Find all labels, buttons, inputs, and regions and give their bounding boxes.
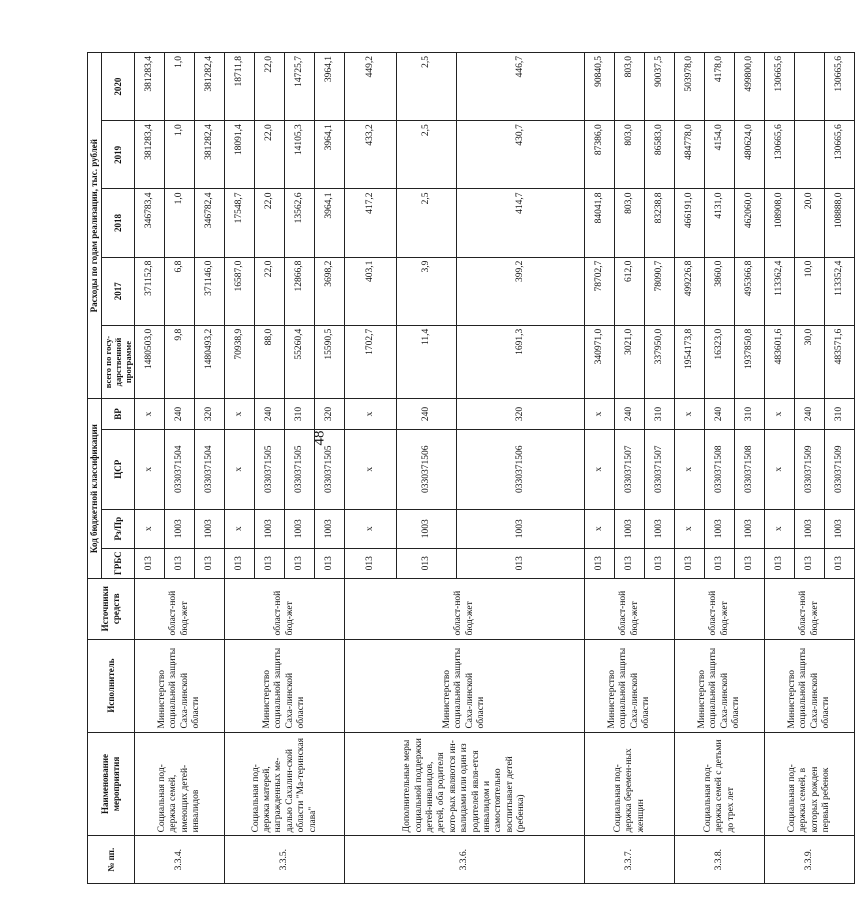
vr-code: 240 (165, 399, 195, 429)
value-2017: 12866,8 (285, 257, 315, 325)
total-value: 15590,5 (315, 325, 345, 399)
executor: Министерство социальной защиты Саха-линской области (345, 639, 585, 732)
grbs-code: 013 (765, 548, 795, 578)
grbs-code: 013 (795, 548, 825, 578)
grbs-code: 013 (825, 548, 855, 578)
value-2017: 499226,8 (675, 257, 705, 325)
value-2018: 13562,6 (285, 189, 315, 257)
measure-name: Социальная под-держка матерей, награжденных ме-далью Сахалин-ской области "Ма-теринская слава" (225, 732, 345, 836)
value-2019: 2,5 (397, 121, 457, 189)
rzpr-code: 1003 (195, 509, 225, 548)
value-2018: 83238,8 (645, 189, 675, 257)
vr-code: х (345, 399, 397, 429)
value-2020: 90840,5 (585, 53, 615, 121)
grbs-code: 013 (195, 548, 225, 578)
csr-code: 0330371508 (735, 429, 765, 509)
vr-code: 320 (315, 399, 345, 429)
vr-code: 240 (615, 399, 645, 429)
total-value: 88,0 (255, 325, 285, 399)
csr-code: х (765, 429, 795, 509)
vr-code: 240 (795, 399, 825, 429)
csr-code: 0330371506 (457, 429, 585, 509)
vr-code: 240 (397, 399, 457, 429)
grbs-code: 013 (165, 548, 195, 578)
value-2020: 2,5 (397, 53, 457, 121)
vr-code: 310 (645, 399, 675, 429)
value-2020 (795, 53, 825, 121)
total-value: 9,8 (165, 325, 195, 399)
measure-name: Социальная под-держка семей, имеющих детей-инвалидов (135, 732, 225, 836)
value-2020: 4178,0 (705, 53, 735, 121)
measure-name: Социальная под-держка семей, в которых рожден первый ребенок (765, 732, 855, 836)
value-2019: 381282,4 (195, 121, 225, 189)
header-budget-code: Код бюджетной классификации (88, 399, 102, 579)
value-2019: 18091,4 (225, 121, 255, 189)
value-2020: 130665,6 (825, 53, 855, 121)
header-rzpr: Рз/Пр (101, 509, 135, 548)
value-2018: 803,0 (615, 189, 645, 257)
value-2017: 3,9 (397, 257, 457, 325)
funding-source: област-ной бюд-жет (345, 578, 585, 639)
funding-source: област-ной бюд-жет (675, 578, 765, 639)
value-2018: 20,0 (795, 189, 825, 257)
value-2018: 108888,0 (825, 189, 855, 257)
value-2018: 22,0 (255, 189, 285, 257)
value-2018: 17548,7 (225, 189, 255, 257)
grbs-code: 013 (135, 548, 165, 578)
total-value: 1691,3 (457, 325, 585, 399)
total-value: 1702,7 (345, 325, 397, 399)
table-header (88, 53, 135, 884)
value-2018: 2,5 (397, 189, 457, 257)
value-2019: 1,0 (165, 121, 195, 189)
header-vr: ВР (101, 399, 135, 429)
total-value: 3021,0 (615, 325, 645, 399)
page-number: 48 (311, 430, 328, 446)
grbs-code: 013 (675, 548, 705, 578)
executor: Министерство социальной защиты Саха-линской области (765, 639, 855, 732)
vr-code: х (225, 399, 255, 429)
value-2017: 3698,2 (315, 257, 345, 325)
csr-code: х (345, 429, 397, 509)
table-row (675, 53, 705, 884)
value-2020: 130665,6 (765, 53, 795, 121)
header-num: № пп. (88, 836, 135, 884)
total-value: 30,0 (795, 325, 825, 399)
executor: Министерство социальной защиты Саха-линской области (225, 639, 345, 732)
csr-code: 0330371505 (285, 429, 315, 509)
value-2019: 130665,6 (825, 121, 855, 189)
value-2018: 3964,1 (315, 189, 345, 257)
header-executor: Исполнитель (88, 639, 135, 732)
csr-code: 0330371506 (397, 429, 457, 509)
total-value: 340971,0 (585, 325, 615, 399)
rzpr-code: 1003 (255, 509, 285, 548)
grbs-code: 013 (645, 548, 675, 578)
csr-code: 0330371505 (255, 429, 285, 509)
rzpr-code: х (765, 509, 795, 548)
rotated-table-container (87, 52, 845, 884)
value-2019: 14105,3 (285, 121, 315, 189)
value-2020: 381283,4 (135, 53, 165, 121)
grbs-code: 013 (735, 548, 765, 578)
total-value: 1937850,8 (735, 325, 765, 399)
grbs-code: 013 (345, 548, 397, 578)
header-source: Источники средств (88, 578, 135, 639)
total-value: 483571,6 (825, 325, 855, 399)
rzpr-code: 1003 (457, 509, 585, 548)
value-2019: 87386,0 (585, 121, 615, 189)
row-number: 3.3.6. (345, 836, 585, 884)
vr-code: х (765, 399, 795, 429)
value-2020: 449,2 (345, 53, 397, 121)
csr-code: х (585, 429, 615, 509)
grbs-code: 013 (315, 548, 345, 578)
header-expenses: Расходы по годам реализации, тыс. рублей (88, 53, 102, 399)
grbs-code: 013 (615, 548, 645, 578)
csr-code: 0330371505 (315, 429, 345, 509)
vr-code: 320 (195, 399, 225, 429)
value-2018: 4131,0 (705, 189, 735, 257)
value-2019: 22,0 (255, 121, 285, 189)
csr-code: 0330371508 (705, 429, 735, 509)
rzpr-code: х (135, 509, 165, 548)
rzpr-code: 1003 (315, 509, 345, 548)
value-2017: 6,8 (165, 257, 195, 325)
grbs-code: 013 (397, 548, 457, 578)
executor: Министерство социальной защиты Саха-линской области (675, 639, 765, 732)
value-2019: 381283,4 (135, 121, 165, 189)
measure-name: Социальная под-держка семей с детьми до трех лет (675, 732, 765, 836)
rzpr-code: 1003 (165, 509, 195, 548)
measure-name: Социальная под-держка беремен-ных женщин (585, 732, 675, 836)
total-value: 1480503,0 (135, 325, 165, 399)
value-2020: 22,0 (255, 53, 285, 121)
grbs-code: 013 (255, 548, 285, 578)
csr-code: 0330371507 (615, 429, 645, 509)
total-value: 483601,6 (765, 325, 795, 399)
vr-code: 240 (705, 399, 735, 429)
vr-code: х (135, 399, 165, 429)
rzpr-code: х (225, 509, 255, 548)
total-value: 337950,0 (645, 325, 675, 399)
value-2017: 10,0 (795, 257, 825, 325)
value-2018: 462060,0 (735, 189, 765, 257)
value-2020: 803,0 (615, 53, 645, 121)
funding-source: област-ной бюд-жет (135, 578, 225, 639)
rzpr-code: 1003 (705, 509, 735, 548)
header-csr: ЦСР (101, 429, 135, 509)
value-2019: 430,7 (457, 121, 585, 189)
value-2017: 16587,0 (225, 257, 255, 325)
value-2018: 414,7 (457, 189, 585, 257)
table-row (135, 53, 165, 884)
header-year-2020: 2020 (101, 53, 135, 121)
value-2017: 612,0 (615, 257, 645, 325)
header-total: всего по госу-дарственной программе (101, 325, 135, 399)
value-2018: 466191,0 (675, 189, 705, 257)
value-2020: 14725,7 (285, 53, 315, 121)
row-number: 3.3.9. (765, 836, 855, 884)
value-2017: 403,1 (345, 257, 397, 325)
value-2017: 78702,7 (585, 257, 615, 325)
grbs-code: 013 (585, 548, 615, 578)
grbs-code: 013 (225, 548, 255, 578)
total-value: 11,4 (397, 325, 457, 399)
header-year-2018: 2018 (101, 189, 135, 257)
value-2019: 3964,1 (315, 121, 345, 189)
csr-code: 0330371509 (825, 429, 855, 509)
table-row (765, 53, 795, 884)
value-2019: 433,2 (345, 121, 397, 189)
value-2018: 108908,0 (765, 189, 795, 257)
value-2017: 3860,0 (705, 257, 735, 325)
vr-code: 320 (457, 399, 585, 429)
csr-code: 0330371504 (165, 429, 195, 509)
value-2019 (795, 121, 825, 189)
rzpr-code: х (585, 509, 615, 548)
header-name: Наименование мероприятия (88, 732, 135, 836)
row-number: 3.3.4. (135, 836, 225, 884)
value-2018: 84041,8 (585, 189, 615, 257)
total-value: 70938,9 (225, 325, 255, 399)
total-value: 55260,4 (285, 325, 315, 399)
value-2020: 381282,4 (195, 53, 225, 121)
table-row (345, 53, 397, 884)
value-2017: 22,0 (255, 257, 285, 325)
csr-code: 0330371504 (195, 429, 225, 509)
vr-code: 310 (825, 399, 855, 429)
table-body (135, 53, 855, 884)
table-row (585, 53, 615, 884)
value-2019: 86583,0 (645, 121, 675, 189)
rzpr-code: 1003 (825, 509, 855, 548)
csr-code: х (135, 429, 165, 509)
value-2020: 446,7 (457, 53, 585, 121)
rzpr-code: 1003 (397, 509, 457, 548)
value-2017: 399,2 (457, 257, 585, 325)
measure-name: Дополнительные меры социальной поддержки детей-инвалидов, детей, оба родителя кото-рых являются ин-валидами или один из родителей явля-ется инвалидом и самостоятельно воспитывает детей (ребенка) (345, 732, 585, 836)
total-value: 16323,0 (705, 325, 735, 399)
total-value: 1480493,2 (195, 325, 225, 399)
rzpr-code: 1003 (615, 509, 645, 548)
rzpr-code: х (675, 509, 705, 548)
value-2019: 484778,0 (675, 121, 705, 189)
funding-source: област-ной бюд-жет (225, 578, 345, 639)
grbs-code: 013 (457, 548, 585, 578)
value-2020: 503978,0 (675, 53, 705, 121)
header-grbs: ГРБС (101, 548, 135, 578)
value-2017: 371146,0 (195, 257, 225, 325)
header-year-2017: 2017 (101, 257, 135, 325)
row-number: 3.3.8. (675, 836, 765, 884)
csr-code: 0330371507 (645, 429, 675, 509)
value-2017: 113362,4 (765, 257, 795, 325)
table-row (225, 53, 255, 884)
value-2017: 113352,4 (825, 257, 855, 325)
rzpr-code: х (345, 509, 397, 548)
row-number: 3.3.7. (585, 836, 675, 884)
value-2019: 803,0 (615, 121, 645, 189)
value-2020: 499800,0 (735, 53, 765, 121)
value-2020: 90037,5 (645, 53, 675, 121)
rzpr-code: 1003 (285, 509, 315, 548)
vr-code: х (675, 399, 705, 429)
rzpr-code: 1003 (795, 509, 825, 548)
grbs-code: 013 (285, 548, 315, 578)
value-2019: 130665,6 (765, 121, 795, 189)
executor: Министерство социальной защиты Саха-линской области (135, 639, 225, 732)
rzpr-code: 1003 (735, 509, 765, 548)
value-2017: 371152,8 (135, 257, 165, 325)
value-2019: 480624,0 (735, 121, 765, 189)
budget-table (87, 52, 855, 884)
value-2020: 18711,8 (225, 53, 255, 121)
csr-code: 0330371509 (795, 429, 825, 509)
vr-code: 240 (255, 399, 285, 429)
row-number: 3.3.5. (225, 836, 345, 884)
vr-code: х (585, 399, 615, 429)
value-2018: 346782,4 (195, 189, 225, 257)
value-2018: 346783,4 (135, 189, 165, 257)
rzpr-code: 1003 (645, 509, 675, 548)
value-2019: 4154,0 (705, 121, 735, 189)
value-2020: 1,0 (165, 53, 195, 121)
value-2018: 417,2 (345, 189, 397, 257)
value-2020: 3964,1 (315, 53, 345, 121)
funding-source: област-ной бюд-жет (585, 578, 675, 639)
funding-source: област-ной бюд-жет (765, 578, 855, 639)
value-2017: 495366,8 (735, 257, 765, 325)
header-year-2019: 2019 (101, 121, 135, 189)
grbs-code: 013 (705, 548, 735, 578)
value-2017: 78090,7 (645, 257, 675, 325)
vr-code: 310 (285, 399, 315, 429)
csr-code: х (225, 429, 255, 509)
csr-code: х (675, 429, 705, 509)
total-value: 1954173,8 (675, 325, 705, 399)
vr-code: 310 (735, 399, 765, 429)
executor: Министерство социальной защиты Саха-линской области (585, 639, 675, 732)
value-2018: 1,0 (165, 189, 195, 257)
